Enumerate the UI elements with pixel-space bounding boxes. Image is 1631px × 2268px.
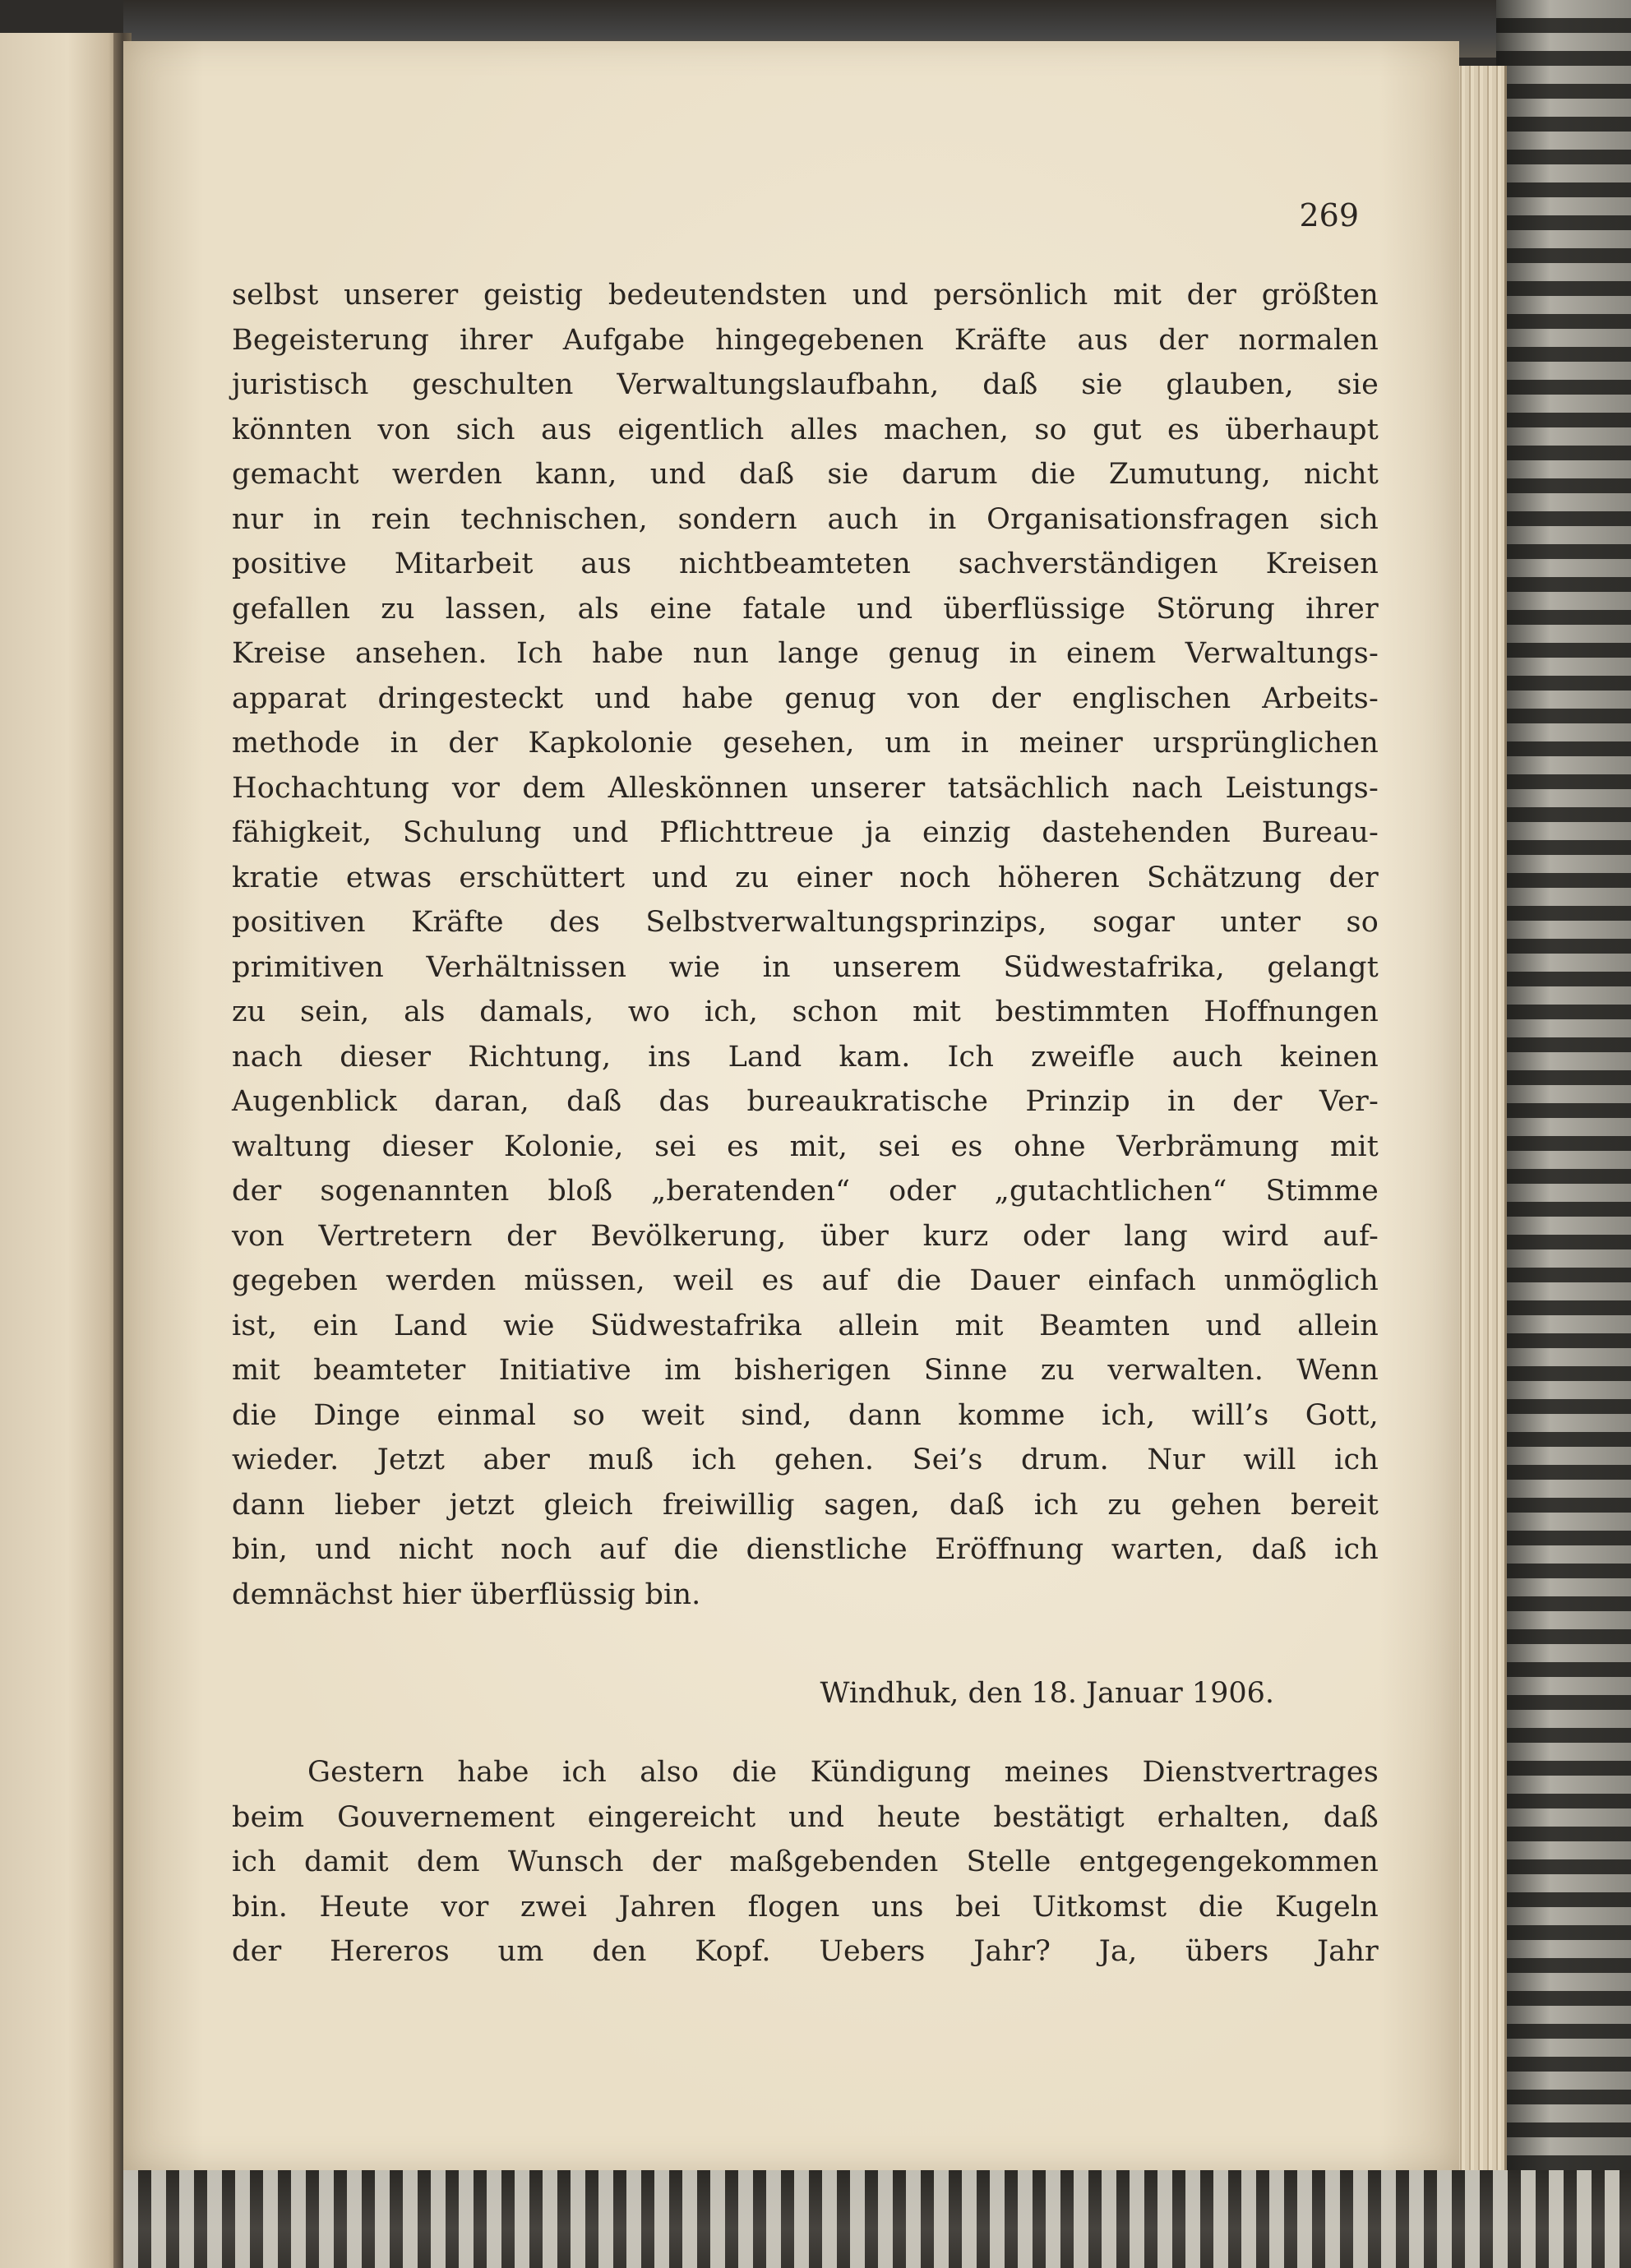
text-line: methode in der Kapkolonie gesehen, um in meiner ursprünglichen xyxy=(232,727,1379,760)
text-line: zu sein, als damals, wo ich, schon mit bestimmten Hoffnungen xyxy=(232,995,1379,1028)
text-line: nur in rein technischen, sondern auch in Organisationsfragen sich xyxy=(232,502,1379,536)
text-line: apparat dringesteckt und habe genug von der englischen Arbeits- xyxy=(232,681,1379,715)
text-line: juristisch geschulten Verwaltungslaufbahn, daß sie glauben, sie xyxy=(232,368,1379,401)
book-page xyxy=(123,41,1459,2170)
text-line: Begeisterung ihrer Aufgabe hingegebenen Kräfte aus der normalen xyxy=(232,323,1379,357)
text-line: von Vertretern der Bevölkerung, über kurz oder lang wird auf- xyxy=(232,1219,1379,1253)
text-line: ich damit dem Wunsch der maßgebenden Stelle entgegengekommen xyxy=(232,1845,1379,1878)
text-line: waltung dieser Kolonie, sei es mit, sei es ohne Verbrämung mit xyxy=(232,1129,1379,1163)
text-line: gefallen zu lassen, als eine fatale und überflüssige Störung ihrer xyxy=(232,592,1379,626)
text-line: positiven Kräfte des Selbstverwaltungsprinzips, sogar unter so xyxy=(232,906,1379,939)
page-number: 269 xyxy=(1299,197,1359,233)
paragraph-2 xyxy=(232,1750,1379,1975)
text-line: Hochachtung vor dem Alleskönnen unserer tatsächlich nach Leistungs- xyxy=(232,771,1379,805)
text-line: wieder. Jetzt aber muß ich gehen. Sei’s drum. Nur will ich xyxy=(232,1443,1379,1476)
text-line: selbst unserer geistig bedeutendsten und persönlich mit der größten xyxy=(232,279,1379,312)
text-line: positive Mitarbeit aus nichtbeamteten sachverständigen Kreisen xyxy=(232,547,1379,580)
text-line: die Dinge einmal so weit sind, dann komme ich, will’s Gott, xyxy=(232,1398,1379,1432)
text-line: der sogenannten bloß „beratenden“ oder „gutachtlichen“ Stimme xyxy=(232,1175,1379,1208)
text-line: beim Gouvernement eingereicht und heute bestätigt erhalten, daß xyxy=(232,1800,1379,1834)
left-page-edge xyxy=(0,33,123,2268)
text-line: kratie etwas erschüttert und zu einer noch höheren Schätzung der xyxy=(232,861,1379,894)
text-line: gemacht werden kann, und daß sie darum die Zumutung, nicht xyxy=(232,458,1379,491)
text-line: könnten von sich aus eigentlich alles machen, so gut es überhaupt xyxy=(232,413,1379,446)
text-line: bin. Heute vor zwei Jahren flogen uns bei Uitkomst die Kugeln xyxy=(232,1890,1379,1924)
text-line: gegeben werden müssen, weil es auf die Dauer einfach unmöglich xyxy=(232,1264,1379,1297)
text-line: dann lieber jetzt gleich freiwillig sagen, daß ich zu gehen bereit xyxy=(232,1488,1379,1522)
text-line: Kreise ansehen. Ich habe nun lange genug in einem Verwaltungs- xyxy=(232,637,1379,670)
text-line: ist, ein Land wie Südwestafrika allein mit Beamten und allein xyxy=(232,1309,1379,1342)
text-line: Gestern habe ich also die Kündigung meines Dienstvertrages xyxy=(307,1756,1379,1789)
text-line: Augenblick daran, daß das bureaukratische Prinzip in der Ver- xyxy=(232,1085,1379,1118)
text-line: bin, und nicht noch auf die dienstliche Eröffnung warten, daß ich xyxy=(232,1533,1379,1566)
marbled-cover-bottom xyxy=(123,2170,1631,2268)
text-line: demnächst hier überflüssig bin. xyxy=(232,1577,701,1611)
text-line: nach dieser Richtung, ins Land kam. Ich zweifle auch keinen xyxy=(232,1040,1379,1074)
text-line: fähigkeit, Schulung und Pflichttreue ja einzig dastehenden Bureau- xyxy=(232,816,1379,849)
paragraph-1 xyxy=(232,273,1379,1617)
cover-shadow xyxy=(1496,0,1631,2268)
text-line: der Hereros um den Kopf. Uebers Jahr? Ja, übers Jahr xyxy=(232,1935,1379,1968)
dateline: Windhuk, den 18. Januar 1906. xyxy=(820,1677,1274,1710)
text-line: mit beamteter Initiative im bisherigen Sinne zu verwalten. Wenn xyxy=(232,1354,1379,1387)
text-line: primitiven Verhältnissen wie in unserem Südwestafrika, gelangt xyxy=(232,950,1379,984)
